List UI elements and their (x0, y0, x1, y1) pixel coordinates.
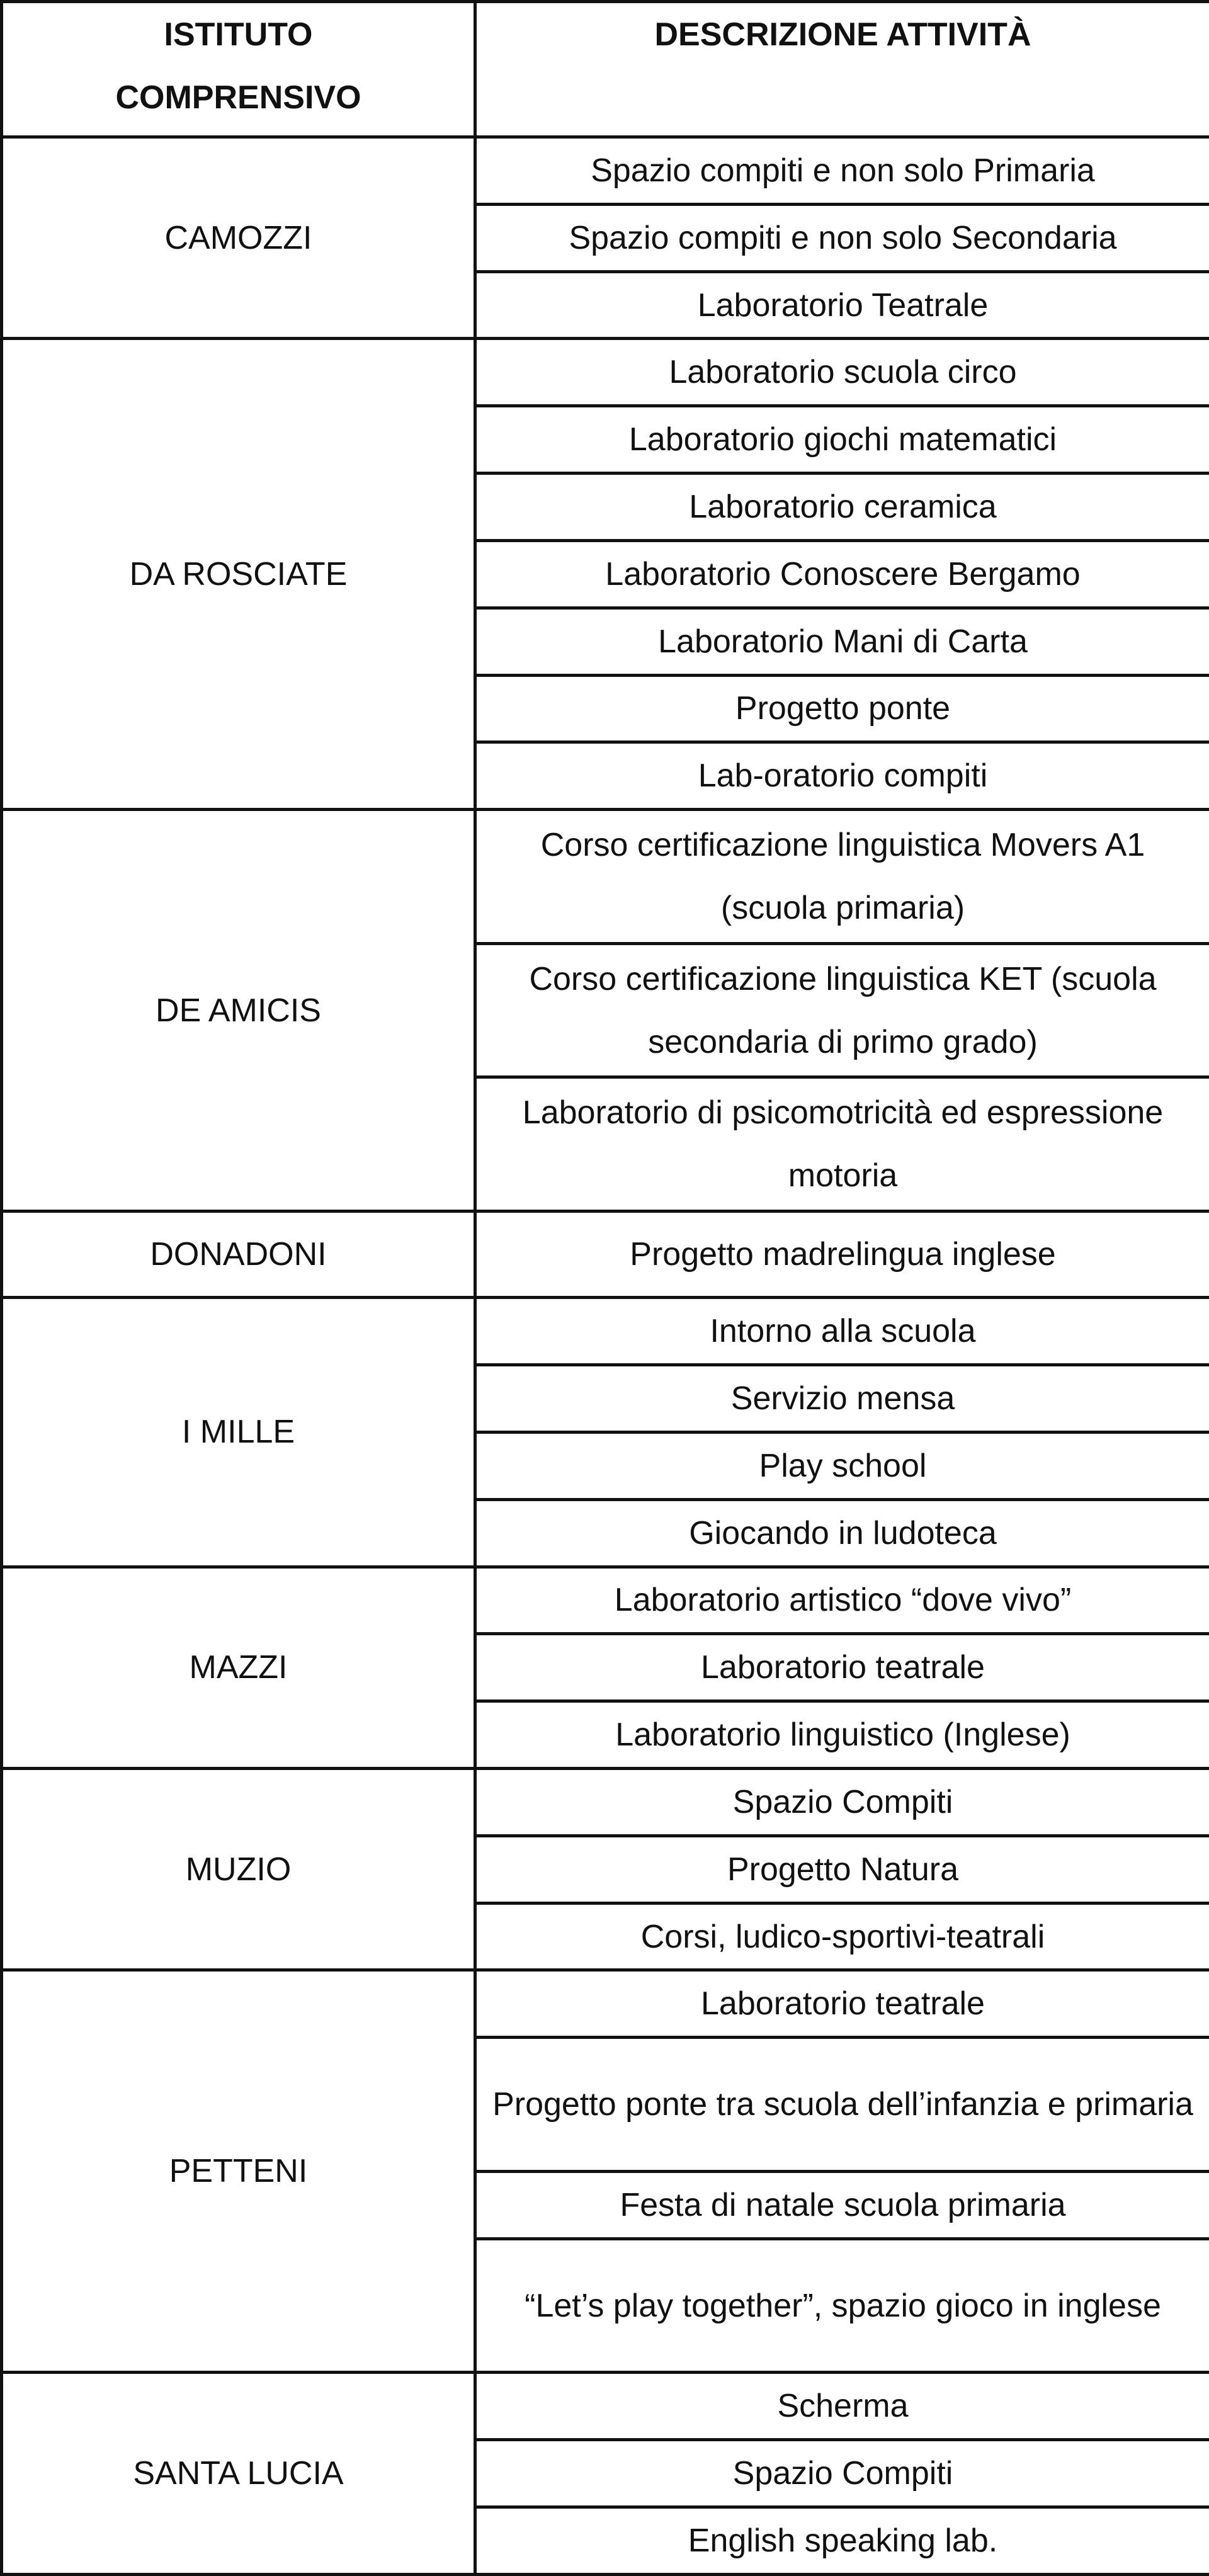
activity-cell: Scherma (475, 2373, 1209, 2440)
activity-cell: “Let’s play together”, spazio gioco in inglese (475, 2238, 1209, 2373)
activity-cell: Lab-oratorio compiti (475, 742, 1209, 810)
school-cell: DONADONI (2, 1211, 475, 1298)
table-row (2, 810, 1209, 944)
school-cell: I MILLE (2, 1298, 475, 1567)
activity-cell: Intorno alla scuola (475, 1298, 1209, 1365)
activity-cell: Corsi, ludico-sportivi-teatrali (475, 1903, 1209, 1970)
activity-cell: Spazio Compiti (475, 1769, 1209, 1836)
activity-cell: Laboratorio Mani di Carta (475, 608, 1209, 675)
activity-cell: Laboratorio artistico “dove vivo” (475, 1567, 1209, 1634)
table-row (2, 2373, 1209, 2440)
header-row (2, 2, 1209, 137)
header-institute (2, 2, 475, 137)
school-cell: PETTENI (2, 1970, 475, 2373)
header-institute-line1: ISTITUTO (164, 16, 313, 53)
activity-cell: Laboratorio giochi matematici (475, 406, 1209, 474)
activity-cell: Progetto ponte tra scuola dell’infanzia e primaria (475, 2038, 1209, 2172)
activity-cell: Laboratorio teatrale (475, 1634, 1209, 1701)
activity-cell: Servizio mensa (475, 1365, 1209, 1433)
activity-cell: English speaking lab. (475, 2507, 1209, 2574)
activity-cell: Progetto Natura (475, 1836, 1209, 1903)
activity-cell: Laboratorio ceramica (475, 474, 1209, 541)
header-description: DESCRIZIONE ATTIVITÀ (475, 2, 1209, 137)
table-header (2, 2, 1209, 137)
activity-cell: Spazio Compiti (475, 2440, 1209, 2507)
school-cell: DA ROSCIATE (2, 339, 475, 810)
activity-cell: Spazio compiti e non solo Secondaria (475, 204, 1209, 271)
table-row (2, 1298, 1209, 1365)
table-row (2, 1769, 1209, 1836)
table-row (2, 1970, 1209, 2038)
activity-cell: Corso certificazione linguistica KET (scuola secondaria di primo grado) (475, 943, 1209, 1077)
school-cell: CAMOZZI (2, 137, 475, 339)
activity-cell: Laboratorio Teatrale (475, 271, 1209, 339)
activity-cell: Laboratorio di psicomotricità ed espressione motoria (475, 1077, 1209, 1211)
activity-cell: Progetto madrelingua inglese (475, 1211, 1209, 1298)
activity-cell: Laboratorio scuola circo (475, 339, 1209, 406)
school-cell: MAZZI (2, 1567, 475, 1768)
activity-cell: Play school (475, 1432, 1209, 1499)
activity-cell: Corso certificazione linguistica Movers A1 (scuola primaria) (475, 810, 1209, 944)
activity-cell: Laboratorio teatrale (475, 1970, 1209, 2038)
table-row (2, 1567, 1209, 1634)
school-cell: SANTA LUCIA (2, 2373, 475, 2575)
school-cell: DE AMICIS (2, 810, 475, 1211)
table-row (2, 137, 1209, 205)
school-cell: MUZIO (2, 1769, 475, 1970)
table-row (2, 339, 1209, 406)
activity-cell: Spazio compiti e non solo Primaria (475, 137, 1209, 205)
header-institute-line2: COMPRENSIVO (115, 79, 361, 116)
table-body (2, 137, 1209, 2575)
table-row (2, 1211, 1209, 1298)
activity-cell: Festa di natale scuola primaria (475, 2171, 1209, 2238)
activity-cell: Giocando in ludoteca (475, 1499, 1209, 1567)
activity-cell: Progetto ponte (475, 675, 1209, 742)
activity-cell: Laboratorio linguistico (Inglese) (475, 1701, 1209, 1769)
activity-cell: Laboratorio Conoscere Bergamo (475, 540, 1209, 608)
